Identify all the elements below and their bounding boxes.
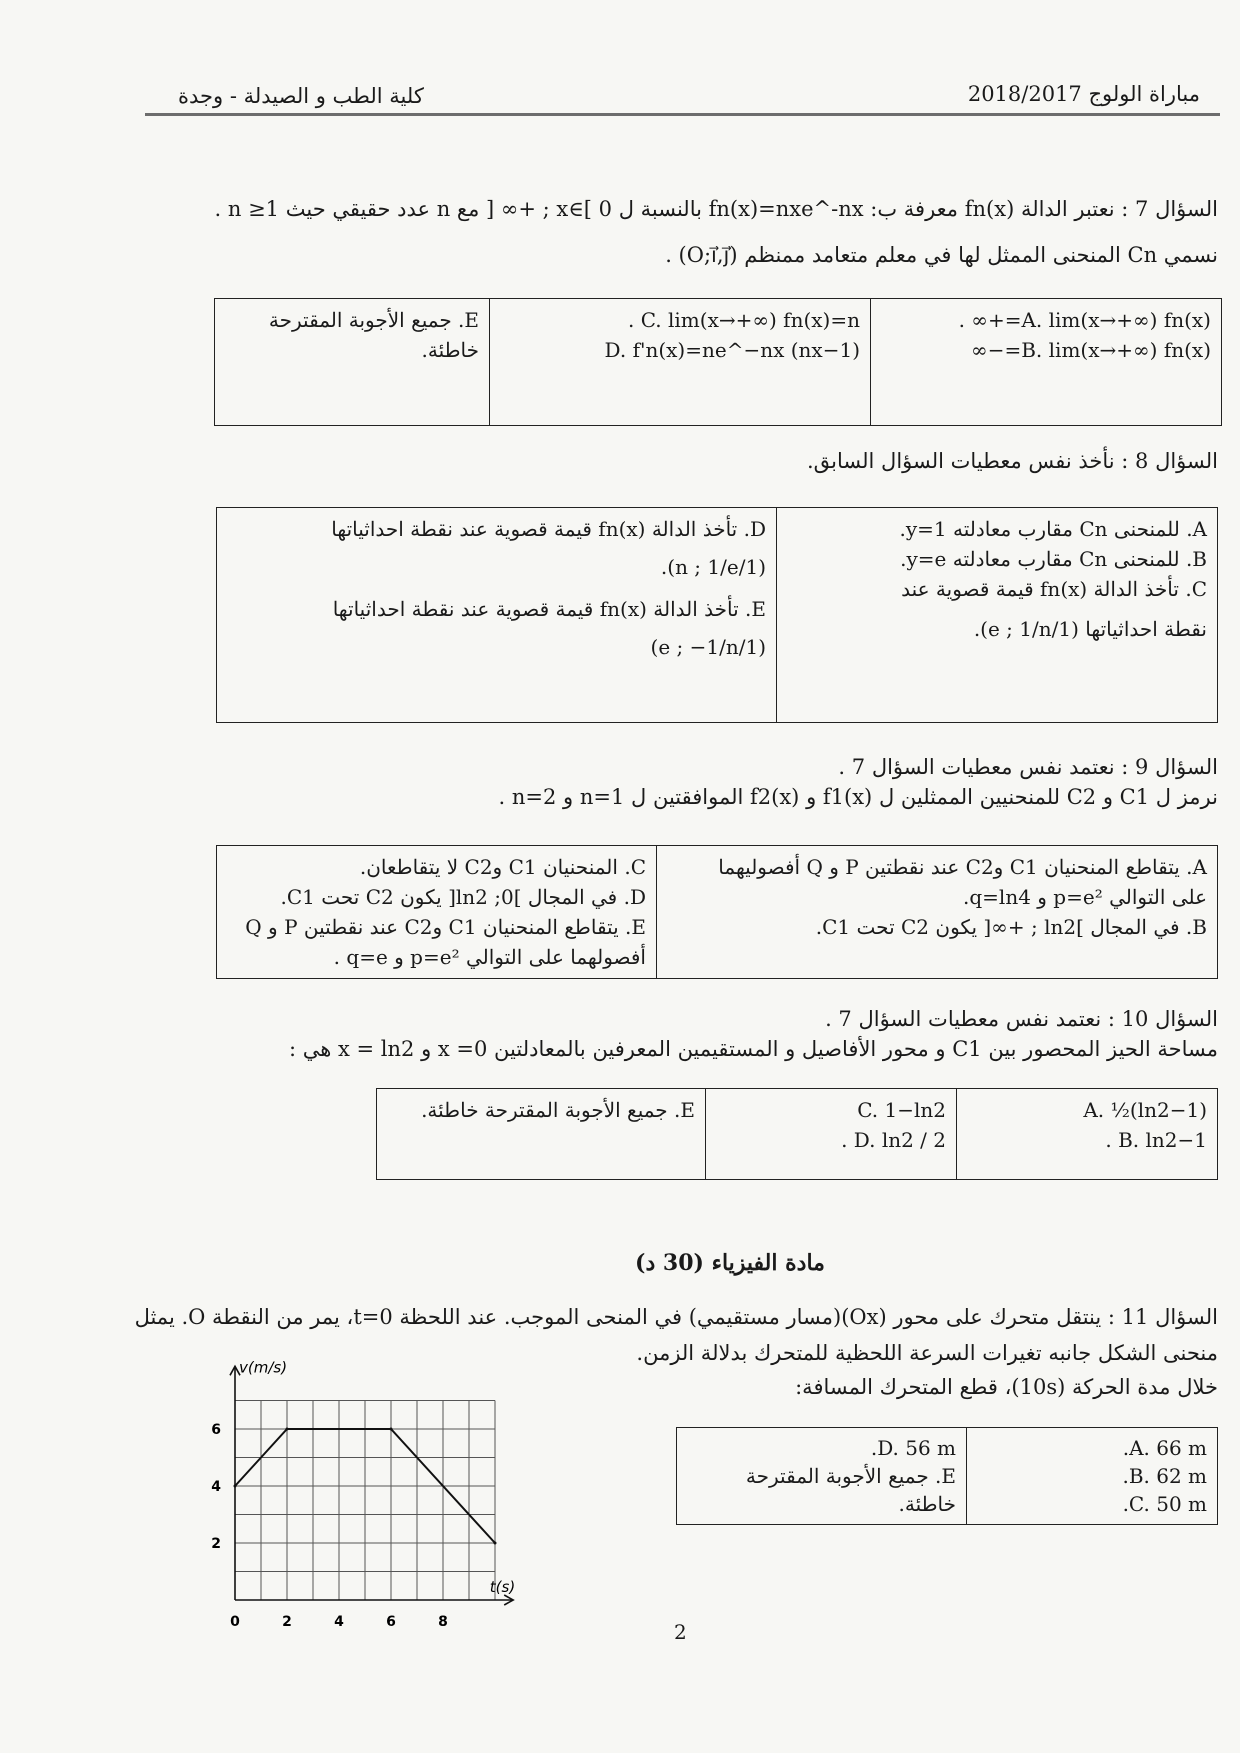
- q8-answers: [216, 507, 1218, 723]
- q11-answers: [676, 1427, 1218, 1525]
- q11-line2: منحنى الشكل جانبه تغيرات السرعة اللحظية للمتحرك بدلالة الزمن.: [636, 1341, 1218, 1365]
- q11-cell-abc: [967, 1428, 1218, 1525]
- q10-option-e[interactable]: E. جميع الأجوبة المقترحة خاطئة.: [421, 1098, 695, 1122]
- q11-option-a[interactable]: A. 66 m.: [1122, 1436, 1207, 1460]
- q8-option-c[interactable]: C. تأخذ الدالة fn(x) قيمة قصوية عند: [901, 577, 1207, 601]
- q11-cell-de: [677, 1428, 967, 1525]
- q11-line3: خلال مدة الحركة (10s)، قطع المتحرك المسافة:: [795, 1375, 1218, 1399]
- q9-line1: السؤال 9 : نعتمد نفس معطيات السؤال 7 .: [838, 755, 1218, 779]
- q7-line2: نسمي Cn المنحنى الممثل لها في معلم متعامد ممنظم (O;i⃗,j⃗) .: [665, 243, 1218, 267]
- y-axis-label: v(m/s): [239, 1360, 288, 1377]
- q9-option-a-cont: على التوالي p=e² و q=ln4.: [963, 885, 1207, 909]
- q9-option-e[interactable]: E. يتقاطع المنحنيان C1 وC2 عند نقطتين P و Q: [245, 915, 646, 939]
- x-axis-label: t(s): [489, 1578, 516, 1596]
- q7-line1: السؤال 7 : نعتبر الدالة fn(x) معرفة ب: fn(x)=nxe^-nx بالنسبة ل x∈[ 0 ; +∞ [ مع n عدد حقيقي حيث n ≥1 .: [214, 197, 1218, 221]
- q9-option-a[interactable]: A. يتقاطع المنحنيان C1 وC2 عند نقطتين P و Q أفصوليهما: [718, 855, 1207, 879]
- q9-answers: [216, 845, 1218, 979]
- y-tick-label: 4: [211, 1479, 221, 1495]
- q7-option-c[interactable]: C. lim(x→+∞) fn(x)=n .: [627, 308, 860, 332]
- q10-cell-ab: [957, 1089, 1218, 1180]
- q7-option-d[interactable]: D. f'n(x)=ne^−nx (nx−1): [604, 338, 860, 362]
- q9-option-e-cont: أفصولهما على التوالي p=e² و q=e .: [333, 945, 646, 969]
- q11-option-d[interactable]: D. 56 m.: [870, 1436, 956, 1460]
- q10-cell-e: [377, 1089, 706, 1180]
- q7-cell-e: [215, 299, 490, 426]
- q10-option-a[interactable]: A. ½(ln2−1): [1083, 1098, 1207, 1122]
- y-tick-label: 6: [211, 1422, 221, 1438]
- q10-option-b[interactable]: B. ln2−1 .: [1105, 1128, 1207, 1152]
- velocity-data-point: [494, 1542, 497, 1545]
- q8-option-a[interactable]: A. للمنحنى Cn مقارب معادلته y=1.: [899, 517, 1207, 541]
- header-exam-title: مباراة الولوج 2018/2017: [967, 82, 1200, 106]
- x-tick-label: 4: [334, 1614, 344, 1630]
- q11-option-e-cont: خاطئة.: [898, 1492, 956, 1516]
- x-tick-label: 0: [230, 1614, 240, 1630]
- q8-option-d-cont: (1/n ; 1/e).: [660, 555, 766, 579]
- q10-option-d[interactable]: D. ln2 / 2 .: [841, 1128, 946, 1152]
- q9-cell-ab: [657, 846, 1218, 979]
- q9-option-c[interactable]: C. المنحنيان C1 وC2 لا يتقاطعان.: [359, 855, 646, 879]
- q8-option-e-cont: (1/e ; −1/n): [650, 635, 766, 659]
- physics-section-title: مادة الفيزياء (30 د): [635, 1250, 825, 1276]
- velocity-time-chart: [200, 1360, 560, 1640]
- q7-cell-ab: [871, 299, 1222, 426]
- q10-option-c[interactable]: C. 1−ln2: [857, 1098, 946, 1122]
- q10-answers: [376, 1088, 1218, 1180]
- q7-answers: [214, 298, 1222, 426]
- q11-line1: السؤال 11 : ينتقل متحرك على محور (Ox)(مسار مستقيمي) في المنحى الموجب. عند اللحظة t=0، يمر من النقطة O. يمثل: [134, 1305, 1218, 1329]
- q8-cell-de: [217, 508, 777, 723]
- q11-option-b[interactable]: B. 62 m.: [1122, 1464, 1207, 1488]
- q10-line1: السؤال 10 : نعتمد نفس معطيات السؤال 7 .: [825, 1007, 1218, 1031]
- q8-option-c-cont: نقطة احداثياتها (1/e ; 1/n).: [973, 617, 1207, 641]
- q7-cell-cd: [490, 299, 871, 426]
- velocity-data-point: [286, 1428, 289, 1431]
- velocity-data-point: [390, 1428, 393, 1431]
- x-tick-label: 8: [438, 1614, 448, 1630]
- q7-option-a[interactable]: A. lim(x→+∞) fn(x)=+∞ .: [958, 308, 1211, 332]
- q9-option-b[interactable]: B. في المجال ]ln2 ; +∞[ يكون C2 تحت C1.: [815, 915, 1207, 939]
- q10-cell-cd: [706, 1089, 957, 1180]
- q7-option-e-cont: خاطئة.: [421, 338, 479, 362]
- q8-option-b[interactable]: B. للمنحنى Cn مقارب معادلته y=e.: [900, 547, 1207, 571]
- q8-cell-abc: [777, 508, 1218, 723]
- q8-option-d[interactable]: D. تأخذ الدالة fn(x) قيمة قصوية عند نقطة احداثياتها: [331, 517, 766, 541]
- q9-line2: نرمز ل C1 و C2 للمنحنيين الممثلين ل f1(x) و f2(x) الموافقتين ل n=1 و n=2 .: [498, 785, 1218, 809]
- q11-option-e[interactable]: E. جميع الأجوبة المقترحة: [745, 1464, 956, 1488]
- q8-option-e[interactable]: E. تأخذ الدالة fn(x) قيمة قصوية عند نقطة احداثياتها: [332, 597, 766, 621]
- q9-option-d[interactable]: D. في المجال ]0; ln2[ يكون C2 تحت C1.: [280, 885, 646, 909]
- header-faculty: كلية الطب و الصيدلة - وجدة: [178, 84, 424, 108]
- page-number: 2: [674, 1620, 687, 1644]
- y-tick-label: 2: [211, 1536, 221, 1552]
- q10-line2: مساحة الحيز المحصور بين C1 و محور الأفاصيل و المستقيمين المعرفين بالمعادلتين x =0 و x = ln2 هي :: [288, 1037, 1218, 1061]
- x-tick-label: 2: [282, 1614, 292, 1630]
- velocity-data-point: [234, 1485, 237, 1488]
- header-rule: [145, 113, 1220, 116]
- q9-cell-cde: [217, 846, 657, 979]
- q8-line1: السؤال 8 : نأخذ نفس معطيات السؤال السابق.: [806, 449, 1218, 473]
- q7-option-b[interactable]: B. lim(x→+∞) fn(x)=−∞: [971, 338, 1211, 362]
- q11-option-c[interactable]: C. 50 m.: [1122, 1492, 1207, 1516]
- q7-option-e[interactable]: E. جميع الأجوبة المقترحة: [268, 308, 479, 332]
- x-tick-label: 6: [386, 1614, 396, 1630]
